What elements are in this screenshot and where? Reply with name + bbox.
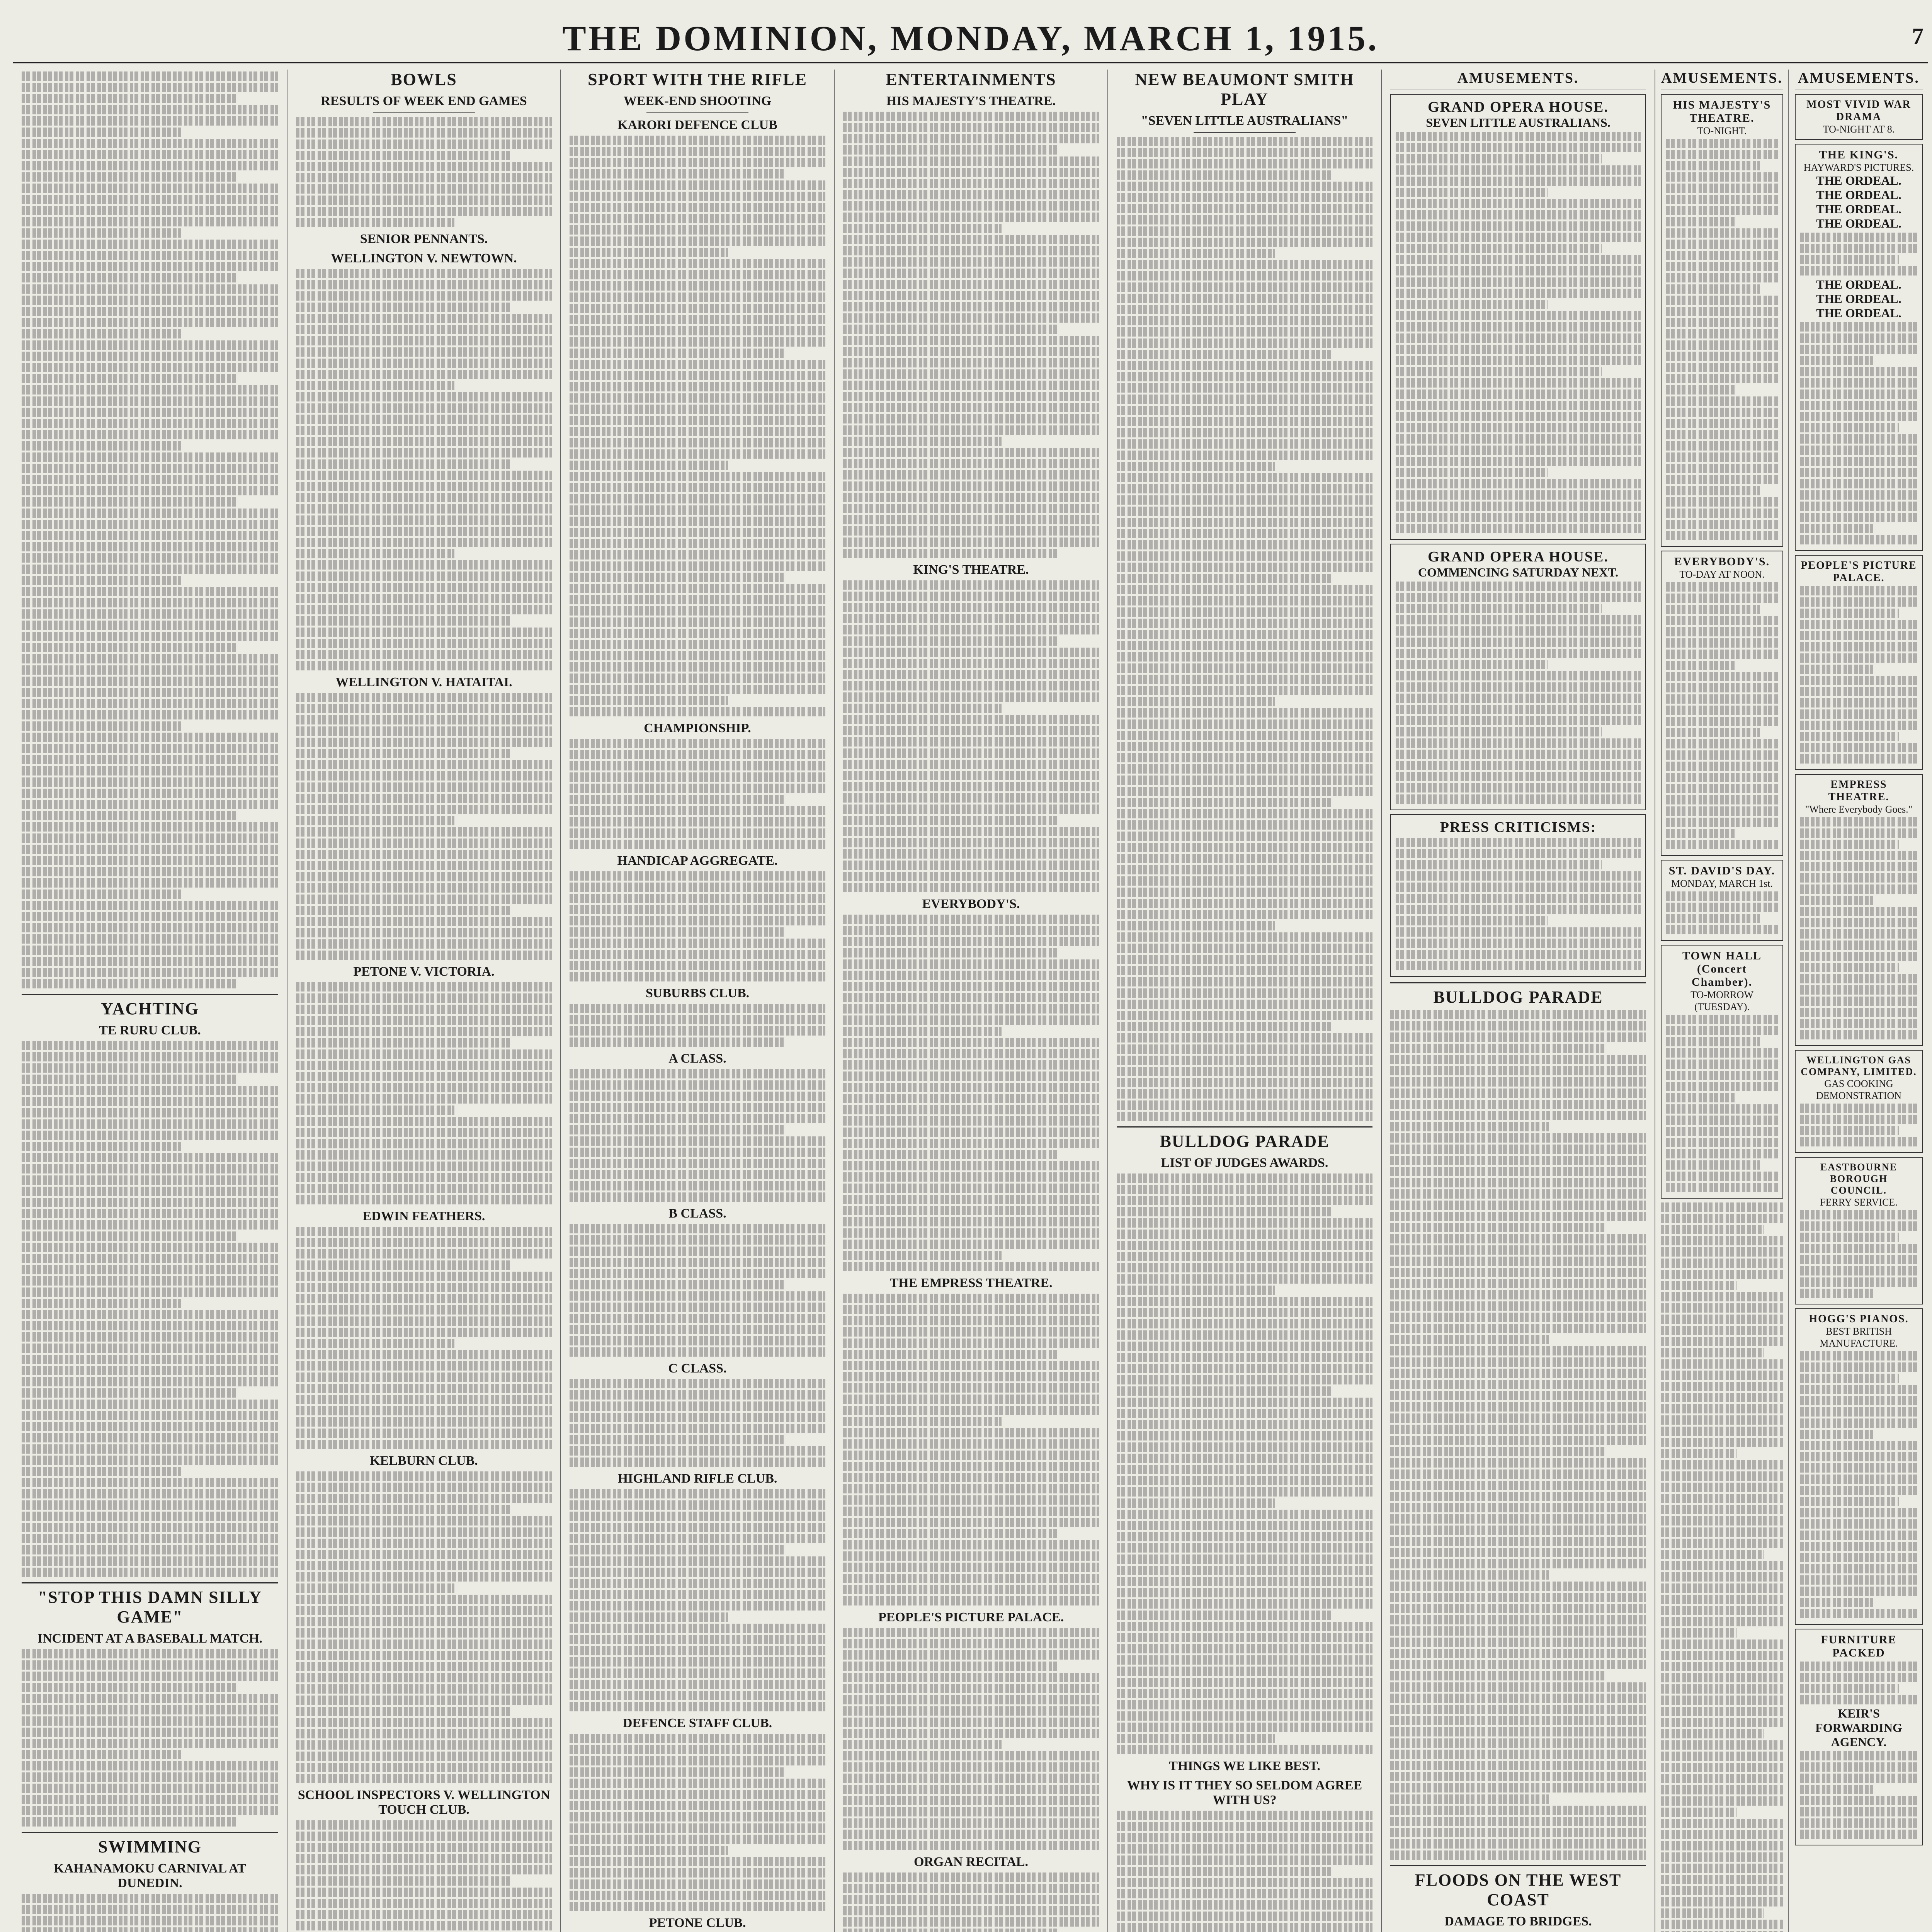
ad-title: WELLINGTON GAS COMPANY, LIMITED. bbox=[1801, 1054, 1917, 1077]
ad-line: "Where Everybody Goes." bbox=[1805, 804, 1913, 815]
masthead bbox=[13, 15, 1928, 63]
advertisement bbox=[1795, 1157, 1923, 1304]
ad-column-right bbox=[1795, 70, 1923, 1932]
ad-line: THE ORDEAL. bbox=[1816, 173, 1901, 187]
advertisement bbox=[1795, 1308, 1923, 1625]
ad-line: SEVEN LITTLE AUSTRALIANS. bbox=[1426, 116, 1611, 129]
ad-line: MONDAY, MARCH 1st. bbox=[1671, 878, 1773, 889]
section-heading: SWIMMING bbox=[22, 1832, 278, 1857]
section-heading: NEW BEAUMONT SMITH PLAY bbox=[1135, 70, 1354, 109]
section-subheading: RESULTS OF WEEK END GAMES bbox=[321, 94, 527, 108]
ad-line: THE ORDEAL. bbox=[1816, 292, 1901, 306]
ad-title: HIS MAJESTY'S THEATRE. bbox=[1673, 99, 1771, 124]
ad-line: BEST BRITISH MANUFACTURE. bbox=[1820, 1326, 1898, 1349]
column-1 bbox=[13, 70, 287, 1932]
section-subheading: HIGHLAND RIFLE CLUB. bbox=[617, 1471, 777, 1486]
advertisement bbox=[1661, 945, 1783, 1199]
column-grid bbox=[13, 70, 1928, 1932]
ad-title: FURNITURE PACKED bbox=[1821, 1633, 1897, 1659]
section-subheading: KELBURN CLUB. bbox=[370, 1454, 478, 1468]
ad-line: HAYWARD'S PICTURES. bbox=[1803, 162, 1914, 173]
section-subheading: EVERYBODY'S. bbox=[922, 897, 1020, 911]
section-subheading: DEFENCE STAFF CLUB. bbox=[622, 1716, 772, 1730]
ad-title: PEOPLE'S PICTURE PALACE. bbox=[1801, 560, 1917, 584]
section-subheading: PETONE CLUB. bbox=[649, 1916, 746, 1930]
section-subheading: HANDICAP AGGREGATE. bbox=[617, 854, 778, 868]
section-heading: AMUSEMENTS. bbox=[1390, 70, 1646, 90]
section-subheading: HIS MAJESTY'S THEATRE. bbox=[886, 94, 1056, 108]
ad-title: EMPRESS THEATRE. bbox=[1828, 779, 1889, 803]
section-subheading: PETONE V. VICTORIA. bbox=[353, 964, 495, 979]
section-heading: AMUSEMENTS. bbox=[1661, 70, 1783, 90]
advertisement bbox=[1390, 814, 1646, 977]
section-subheading: TE RURU CLUB. bbox=[99, 1023, 201, 1037]
ad-title: HOGG'S PIANOS. bbox=[1809, 1313, 1909, 1325]
section-heading: YACHTING bbox=[22, 994, 278, 1019]
advertisement bbox=[1795, 144, 1923, 551]
section-subheading: LIST OF JUDGES AWARDS. bbox=[1161, 1156, 1328, 1170]
section-heading: BOWLS bbox=[391, 70, 457, 89]
advertisement bbox=[1795, 1629, 1923, 1845]
section-heading: FLOODS ON THE WEST COAST bbox=[1390, 1865, 1646, 1910]
section-subheading: A CLASS. bbox=[668, 1051, 726, 1066]
section-subheading: EDWIN FEATHERS. bbox=[362, 1209, 485, 1223]
ad-line: THE ORDEAL. bbox=[1816, 277, 1901, 291]
section-heading: ENTERTAINMENTS bbox=[886, 70, 1056, 89]
advertisement bbox=[1795, 555, 1923, 770]
column-6 bbox=[1381, 70, 1655, 1932]
ad-title: PRESS CRITICISMS: bbox=[1440, 819, 1597, 835]
page-number: 7 bbox=[1912, 24, 1923, 49]
ad-line: THE ORDEAL. bbox=[1816, 188, 1901, 202]
section-subheading: C CLASS. bbox=[668, 1361, 727, 1376]
ad-line: GAS COOKING DEMONSTRATION bbox=[1816, 1078, 1901, 1101]
section-heading: AMUSEMENTS. bbox=[1795, 70, 1923, 90]
ad-line: TO-NIGHT AT 8. bbox=[1823, 124, 1895, 135]
section-subheading: WELLINGTON V. HATAITAI. bbox=[335, 675, 512, 689]
column-7 bbox=[1655, 70, 1928, 1932]
section-heading: SPORT WITH THE RIFLE bbox=[588, 70, 807, 89]
section-subheading: WEEK-END SHOOTING bbox=[623, 94, 772, 108]
section-subheading: WHY IS IT THEY SO SELDOM AGREE WITH US? bbox=[1127, 1778, 1362, 1807]
ad-title: THE KING'S. bbox=[1819, 148, 1899, 161]
ad-line: FERRY SERVICE. bbox=[1820, 1197, 1898, 1208]
ad-title: EVERYBODY'S. bbox=[1674, 555, 1770, 568]
ad-line: KEIR'S FORWARDING AGENCY. bbox=[1815, 1706, 1902, 1749]
column-5 bbox=[1107, 70, 1381, 1932]
section-subheading: ORGAN RECITAL. bbox=[914, 1855, 1028, 1869]
column-2 bbox=[287, 70, 560, 1932]
ad-title: TOWN HALL (Concert Chamber). bbox=[1682, 949, 1762, 988]
ad-title: GRAND OPERA HOUSE. bbox=[1428, 549, 1609, 565]
ad-title: ST. DAVID'S DAY. bbox=[1668, 864, 1776, 877]
section-subheading: CHAMPIONSHIP. bbox=[644, 721, 751, 735]
ad-line: TO-MORROW (TUESDAY). bbox=[1690, 989, 1753, 1012]
column-4 bbox=[834, 70, 1107, 1932]
section-subheading: THE EMPRESS THEATRE. bbox=[889, 1276, 1053, 1290]
section-subheading: SENIOR PENNANTS. bbox=[360, 232, 488, 246]
ad-line: COMMENCING SATURDAY NEXT. bbox=[1418, 565, 1619, 579]
column-3 bbox=[560, 70, 834, 1932]
section-heading: BULLDOG PARADE bbox=[1117, 1126, 1372, 1151]
ad-line: TO-NIGHT. bbox=[1697, 125, 1747, 136]
section-subheading: THINGS WE LIKE BEST. bbox=[1169, 1759, 1320, 1773]
ad-title: EASTBOURNE BOROUGH COUNCIL. bbox=[1820, 1162, 1898, 1196]
section-subheading: SCHOOL INSPECTORS V. WELLINGTON TOUCH CLUB. bbox=[298, 1788, 550, 1817]
section-subheading: DAMAGE TO BRIDGES. bbox=[1444, 1914, 1592, 1929]
advertisement bbox=[1661, 860, 1783, 941]
ad-title: GRAND OPERA HOUSE. bbox=[1428, 99, 1609, 115]
section-subheading: SUBURBS CLUB. bbox=[645, 986, 750, 1000]
section-subheading: INCIDENT AT A BASEBALL MATCH. bbox=[37, 1631, 263, 1646]
section-subheading: KAHANAMOKU CARNIVAL AT DUNEDIN. bbox=[54, 1861, 246, 1890]
ad-line: TO-DAY AT NOON. bbox=[1679, 569, 1765, 580]
ad-line: THE ORDEAL. bbox=[1816, 306, 1901, 320]
section-subheading: PEOPLE'S PICTURE PALACE. bbox=[878, 1610, 1064, 1624]
advertisement bbox=[1795, 94, 1923, 140]
advertisement bbox=[1661, 94, 1783, 547]
section-subheading: B CLASS. bbox=[668, 1206, 726, 1221]
advertisement bbox=[1661, 551, 1783, 856]
section-subheading: KING'S THEATRE. bbox=[913, 563, 1029, 577]
section-subheading: KARORI DEFENCE CLUB bbox=[617, 118, 777, 132]
advertisement bbox=[1795, 1050, 1923, 1153]
ad-column-left bbox=[1661, 70, 1789, 1932]
advertisement bbox=[1390, 544, 1646, 810]
ad-title: MOST VIVID WAR DRAMA bbox=[1806, 99, 1911, 123]
advertisement bbox=[1795, 774, 1923, 1046]
ad-line: THE ORDEAL. bbox=[1816, 216, 1901, 230]
section-subheading: "SEVEN LITTLE AUSTRALIANS" bbox=[1141, 114, 1349, 128]
page-title: THE DOMINION, MONDAY, MARCH 1, 1915. bbox=[562, 19, 1379, 58]
advertisement bbox=[1390, 94, 1646, 540]
section-heading: "STOP THIS DAMN SILLY GAME" bbox=[22, 1582, 278, 1627]
section-heading: BULLDOG PARADE bbox=[1390, 982, 1646, 1007]
ad-line: THE ORDEAL. bbox=[1816, 202, 1901, 216]
section-subheading: WELLINGTON V. NEWTOWN. bbox=[331, 251, 517, 265]
